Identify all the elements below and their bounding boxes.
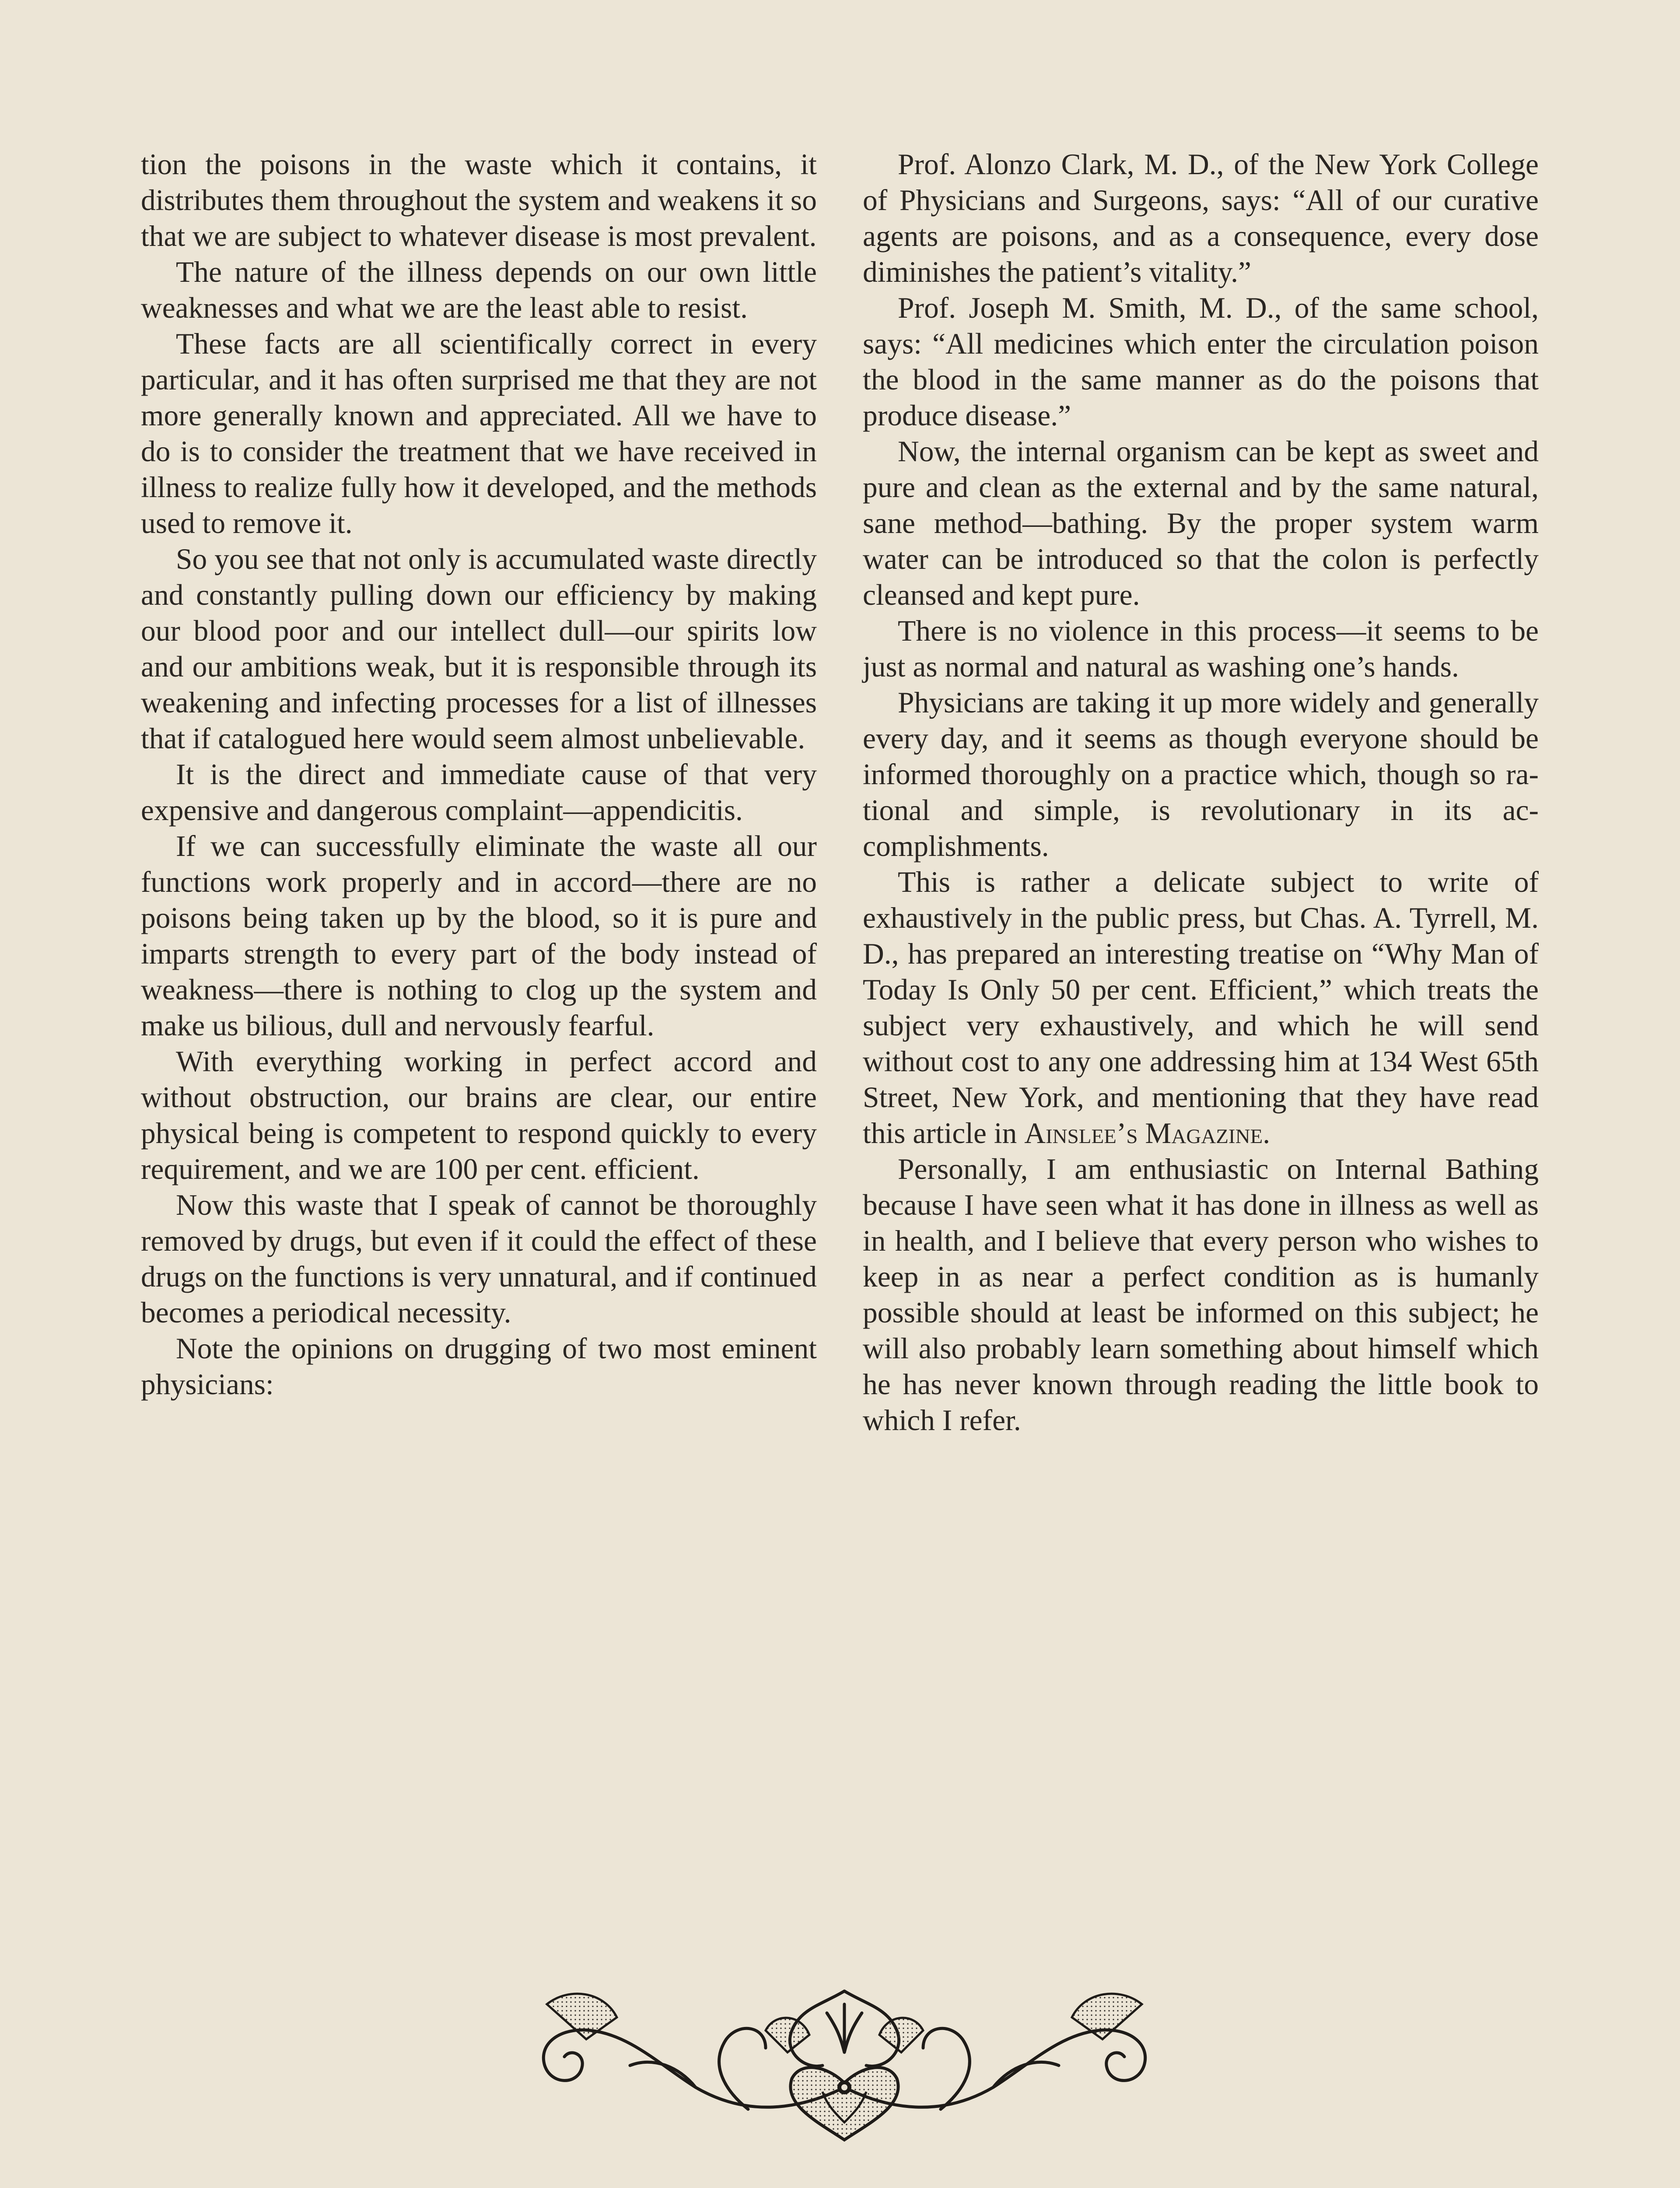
right-column [863, 147, 1539, 1438]
paragraph: With everything working in perfect accord and without obstruction, our brains are clear, our entire physical being is competent to respond quickly to every requirement, and we are 100 per cent. efficient. [141, 1045, 817, 1185]
paragraph: Note the opinions on drugging of two most eminent physicians: [141, 1332, 817, 1401]
decorative-ornament [521, 1978, 1168, 2144]
paragraph: These facts are all scientifically correct in every particular, and it has often surprised me that they are not more generally known and appreciated. All we have to do is to consider the treatment that we have received in illness to realize fully how it developed, and the methods used to remove it. [141, 327, 817, 540]
paragraph-text: This is rather a delicate subject to write of exhaustively in the public press, but Chas. A. Tyrrell, M. D., has prepared an interesting treatise on “Why Man of Today Is Only 50 per cent. Efficient,” which treats the subject very exhaustively, and which he will send without cost to any one addressing him at 134 West 65th Street, New York, and mentioning that they have read this article in [863, 866, 1539, 1150]
paragraph: There is no violence in this process—it seems to be just as normal and natural as washing one’s hands. [863, 614, 1539, 683]
paragraph: Now this waste that I speak of cannot be thoroughly removed by drugs, but even if it could the effect of these drugs on the functions is very unnatural, and if continued becomes a periodical necessity. [141, 1189, 817, 1329]
paragraph: tion the poisons in the waste which it contains, it distributes them throughout the system and weakens it so that we are subject to whatever disease is most prevalent. [141, 148, 817, 252]
paragraph [863, 864, 1539, 1151]
paragraph: It is the direct and immediate cause of that very expensive and dangerous complaint—appendicitis. [141, 758, 817, 827]
paragraph: Personally, I am enthusiastic on Internal Bathing because I have seen what it has done in illness as well as in health, and I believe that every person who wishes to keep in as near a perfect condition as is humanly possible should at least be informed on this subject; he will also probably learn something about himself which he has never known through reading the little book to which I refer. [863, 1153, 1539, 1437]
paragraph: Now, the internal organism can be kept as sweet and pure and clean as the external and by the same natural, sane method—bathing. By the proper system warm water can be introduced so that the colon is perfectly cleansed and kept pure. [863, 435, 1539, 611]
paragraph: If we can successfully eliminate the waste all our functions work properly and in accord—there are no poisons being taken up by the blood, so it is pure and imparts strength to every part of the body instead of weakness—there is nothing to clog up the system and make us bilious, dull and nervously fearful. [141, 830, 817, 1042]
magazine-name: Ainslee’s Magazine [1024, 1117, 1263, 1150]
paragraph: Prof. Alonzo Clark, M. D., of the New York College of Physicians and Surgeons, says: “All of our curative agents are poisons, and as a consequence, every dose diminishes the patient’s vitality.” [863, 148, 1539, 288]
paragraph: Physicians are taking it up more widely and generally every day, and it seems as though everyone should be informed thoroughly on a practice which, though so rational and simple, is revolutionary in its accomplishments. [863, 686, 1539, 863]
paragraph-text: . [1263, 1117, 1270, 1150]
paragraph: So you see that not only is accumulated waste directly and constantly pulling down our efficiency by making our blood poor and our intellect dull—our spirits low and our ambitions weak, but it is responsible through its weakening and infecting processes for a list of illnesses that if catalogued here would seem almost unbelievable. [141, 543, 817, 755]
paragraph: The nature of the illness depends on our own little weaknesses and what we are the least able to resist. [141, 256, 817, 324]
paragraph: Prof. Joseph M. Smith, M. D., of the same school, says: “All medicines which enter the circulation poison the blood in the same manner as do the poisons that produce disease.” [863, 291, 1539, 432]
left-column [141, 147, 817, 1403]
